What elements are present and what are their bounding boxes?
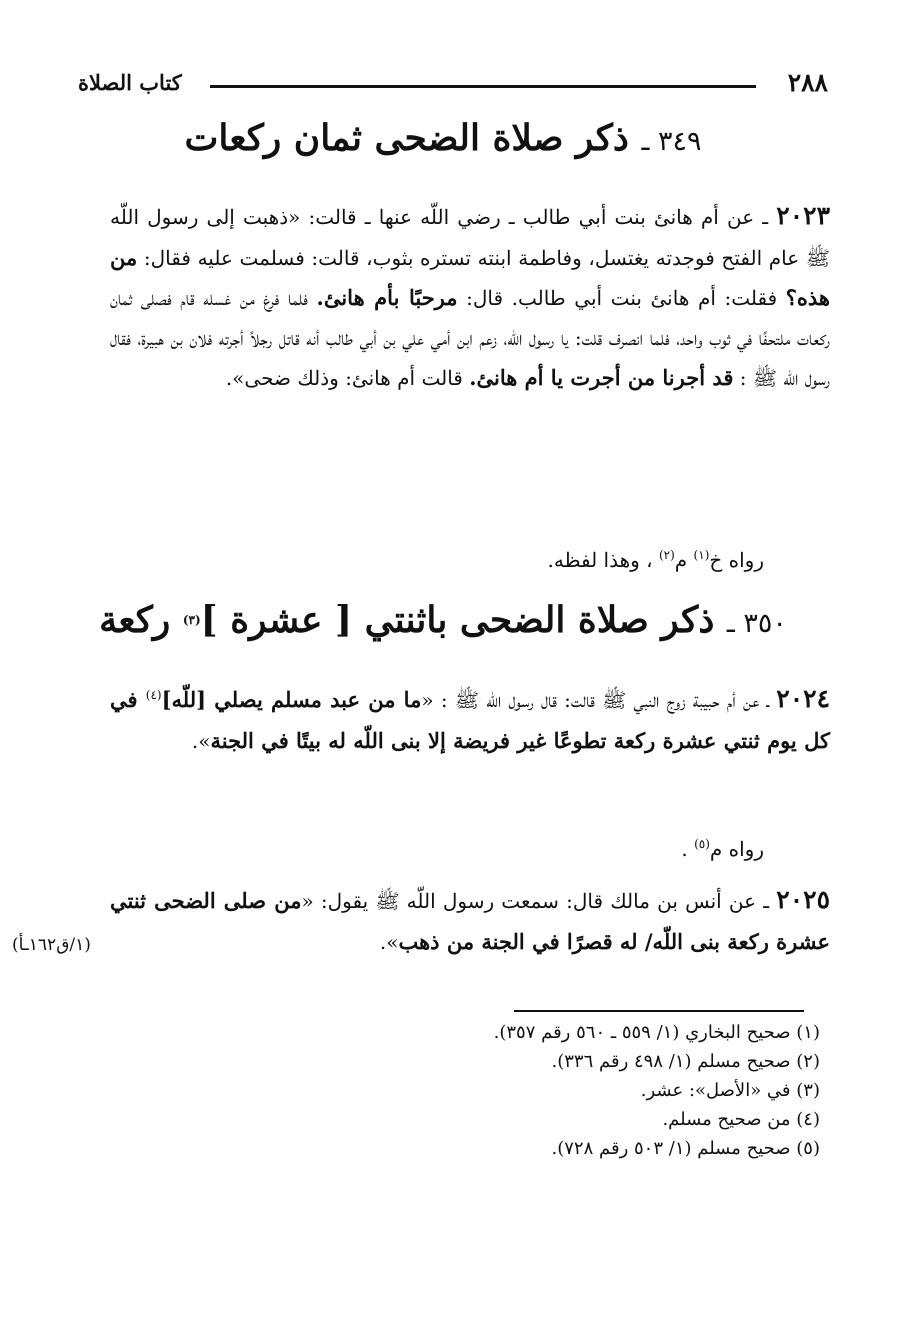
chapter-heading-350 (60, 594, 826, 650)
chapter-number: ٣٥٠ ـ (726, 608, 787, 639)
hadith-text: ـ عن أم حبيبة زوج النبي ﷺ قالت: قال رسول اللّه ﷺ : « (421, 688, 777, 712)
manuscript-margin-note: (١/ق١٦٢ـأ) (12, 935, 91, 955)
hadith-quote-bold: ما من عبد مسلم يصلي [للّه] (161, 687, 422, 712)
chapter-title: ركعة (99, 599, 183, 641)
hadith-2024 (110, 676, 830, 761)
hadith-2025 (110, 880, 830, 962)
hadith-quote-bold: من صلى الضحى ثنتي عشرة ركعة بنى اللّه/ له قصرًا في الجنة من ذهب (110, 888, 830, 954)
page-number: ٢٨٨ (787, 68, 828, 97)
hadith-text: فقلت: أم هانئ بنت أبي طالب. قال: (457, 286, 786, 310)
footnote-ref: (٤) (145, 688, 162, 702)
header-rule (210, 85, 756, 88)
hadith-quote-bold: في كل يوم ثنتي عشرة ركعة تطوعًا غير فريضة إلا بنى اللّه له بيتًا في الجنة (110, 687, 830, 753)
hadith-number: ٢٠٢٣ (776, 201, 830, 230)
chapter-title: ذكر صلاة الضحى باثنتي [ عشرة ] (200, 599, 715, 641)
footnote-ref: (٣) (182, 613, 201, 627)
hadith-text: ». (191, 728, 211, 753)
hadith-2023 (110, 196, 830, 399)
hadith-quote-bold: من هذه؟ (110, 244, 831, 310)
chapter-title: ذكر صلاة الضحى ثمان ركعات (184, 117, 629, 159)
hadith-number: ٢٠٢٥ (776, 885, 830, 914)
book-title: كتاب الصلاة (78, 70, 182, 95)
footnote-3: (٣) في «الأصل»: عشر. (640, 1080, 820, 1101)
footnote-1: (١) صحيح البخاري (١/ ٥٥٩ ـ ٥٦٠ رقم ٣٥٧). (493, 1022, 820, 1043)
chapter-number: ٣٤٩ ـ (641, 126, 702, 157)
chapter-heading-349 (60, 112, 826, 168)
hadith-quote-bold: مرحبًا بأم هانئ. (316, 285, 458, 310)
hadith-text: ». (379, 929, 399, 954)
running-header (78, 66, 828, 100)
narration-source: رواه م$^{(٥)}$ . (681, 837, 764, 861)
footnote-2: (٢) صحيح مسلم (١/ ٤٩٨ رقم ٣٣٦). (551, 1051, 820, 1072)
footnote-ref: (٢) (658, 548, 675, 562)
footnote-5: (٥) صحيح مسلم (١/ ٥٠٣ رقم ٧٢٨). (551, 1138, 820, 1159)
footnotes (220, 1018, 820, 1163)
hadith-quote-bold: قد أجرنا من أجرت يا أم هانئ. (469, 365, 734, 390)
hadith-text: قالت أم هانئ: وذلك ضحى». (225, 366, 470, 390)
hadith-text: ـ عن أم هانئ بنت أبي طالب ـ رضي اللّه عنها ـ قالت: «ذهبت إلى رسول اللّه ﷺ عام الفتح فوجدته يغتسل، وفاطمة ابنته تستره بثوب، قالت: فسلمت عليه فقال: (110, 205, 830, 270)
footnote-4: (٤) من صحيح مسلم. (662, 1109, 820, 1130)
footnote-ref: (١) (693, 548, 710, 562)
hadith-text: فلما فرغ من غسله قام فصلى ثمان ركعات ملتحفًا في ثوب واحد، فلما انصرف قلت: يا رسول اللّه، زعم ابن أمي علي بن أبي طالب أنه قاتل رجلاً أجرته فلان بن هبيرة، فقال رسول اللّه ﷺ : (110, 286, 830, 390)
footnote-separator (514, 1010, 804, 1012)
footnote-ref: (٥) (694, 837, 710, 851)
narration-source: رواه خ$^{(١)}$ م$^{(٢)}$ ، وهذا لفظه. (547, 548, 764, 572)
hadith-text: ـ عن أنس بن مالك قال: سمعت رسول اللّه ﷺ يقول: « (301, 889, 777, 913)
hadith-number: ٢٠٢٤ (776, 684, 831, 713)
